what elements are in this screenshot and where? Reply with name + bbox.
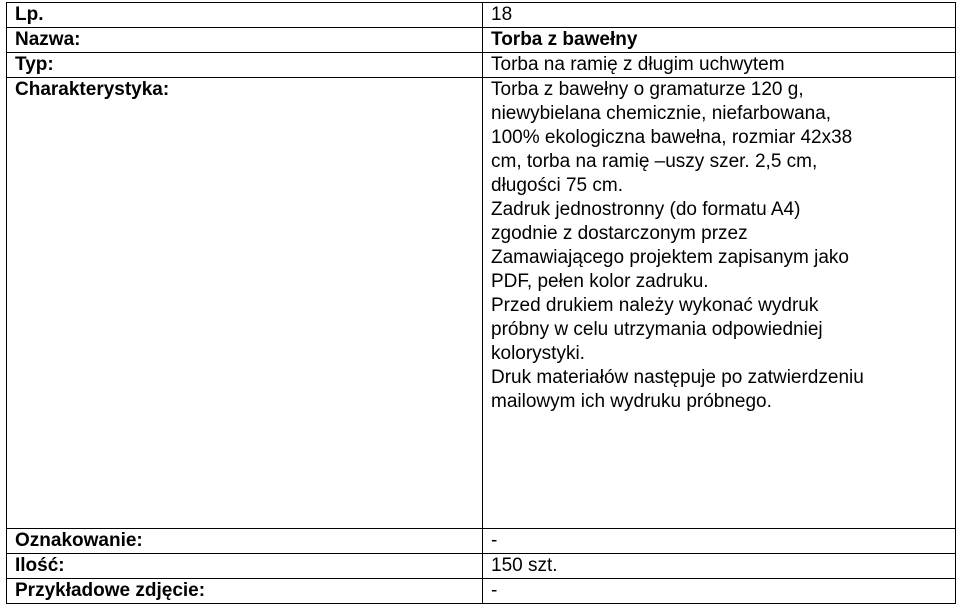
typ-label: Typ: bbox=[7, 53, 483, 78]
zdjecie-label: Przykładowe zdjęcie: bbox=[7, 579, 483, 604]
typ-value: Torba na ramię z długim uchwytem bbox=[483, 53, 956, 78]
lp-label: Lp. bbox=[7, 3, 483, 28]
specification-table bbox=[6, 2, 956, 604]
row-nazwa bbox=[7, 28, 956, 53]
description-paragraph: Zadruk jednostronny (do formatu A4) zgodnie z dostarczonym przez Zamawiającego projektem zapisanym jako PDF, pełen kolor zadruku. bbox=[491, 199, 849, 292]
row-ilosc bbox=[7, 554, 956, 579]
row-zdjecie bbox=[7, 579, 956, 604]
row-charakterystyka bbox=[7, 78, 956, 529]
lp-value: 18 bbox=[483, 3, 956, 28]
oznakowanie-label: Oznakowanie: bbox=[7, 529, 483, 554]
charakterystyka-label: Charakterystyka: bbox=[7, 78, 483, 529]
nazwa-label: Nazwa: bbox=[7, 28, 483, 53]
description-paragraph: Druk materiałów następuje po zatwierdzeniu mailowym ich wydruku próbnego. bbox=[491, 367, 864, 412]
oznakowanie-value: - bbox=[483, 529, 956, 554]
ilosc-value: 150 szt. bbox=[483, 554, 956, 579]
row-oznakowanie bbox=[7, 529, 956, 554]
ilosc-label: Ilość: bbox=[7, 554, 483, 579]
description-paragraph: Przed drukiem należy wykonać wydruk próbny w celu utrzymania odpowiedniej kolorystyki. bbox=[491, 295, 823, 364]
row-lp bbox=[7, 3, 956, 28]
row-typ bbox=[7, 53, 956, 78]
nazwa-value: Torba z bawełny bbox=[483, 28, 956, 53]
description-paragraph: Torba z bawełny o gramaturze 120 g, niewybielana chemicznie, niefarbowana, 100% ekologiczna bawełna, rozmiar 42x38 cm, torba na ramię –uszy szer. 2,5 cm, długości 75 cm. bbox=[491, 79, 853, 196]
zdjecie-value: - bbox=[483, 579, 956, 604]
charakterystyka-value bbox=[483, 78, 956, 529]
